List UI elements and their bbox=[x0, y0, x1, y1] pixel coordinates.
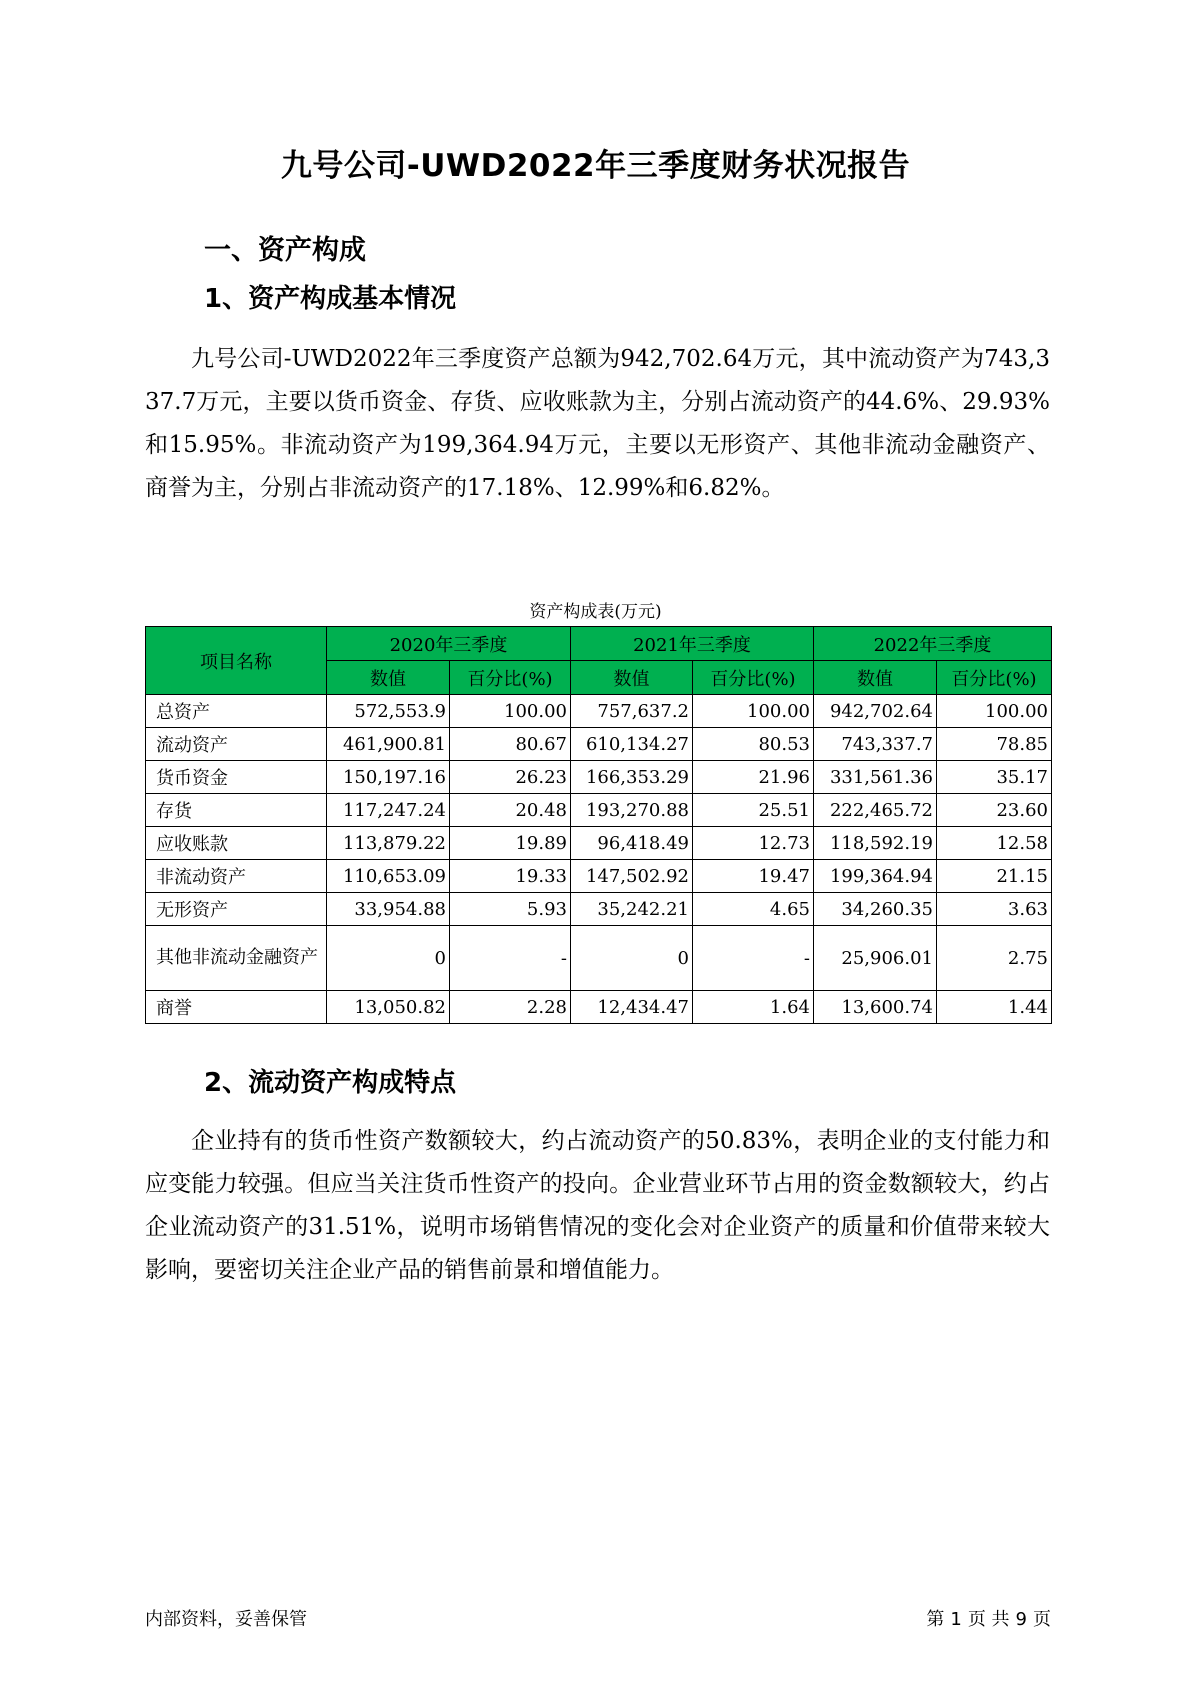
cell-pct-2020: - bbox=[450, 926, 571, 991]
cell-pct-2020: 100.00 bbox=[450, 695, 571, 728]
cell-value-2020: 461,900.81 bbox=[327, 728, 450, 761]
page-title: 九号公司-UWD2022年三季度财务状况报告 bbox=[280, 148, 911, 184]
row-name: 无形资产 bbox=[146, 893, 327, 926]
cell-pct-2020: 19.33 bbox=[450, 860, 571, 893]
table-caption: 资产构成表(万元) bbox=[529, 602, 662, 622]
cell-value-2022: 25,906.01 bbox=[814, 926, 937, 991]
cell-value-2021: 193,270.88 bbox=[571, 794, 693, 827]
table-header-row-periods bbox=[146, 627, 1052, 661]
cell-pct-2020: 2.28 bbox=[450, 991, 571, 1024]
cell-pct-2022: 12.58 bbox=[937, 827, 1052, 860]
cell-value-2021: 0 bbox=[571, 926, 693, 991]
cell-value-2022: 942,702.64 bbox=[814, 695, 937, 728]
cell-value-2022: 222,465.72 bbox=[814, 794, 937, 827]
row-name: 流动资产 bbox=[146, 728, 327, 761]
cell-value-2020: 150,197.16 bbox=[327, 761, 450, 794]
cell-pct-2022: 23.60 bbox=[937, 794, 1052, 827]
paragraph-asset-summary: 九号公司-UWD2022年三季度资产总额为942,702.64万元，其中流动资产为743,337.7万元，主要以货币资金、存货、应收账款为主，分别占流动资产的44.6%、29.93%和15.95%。非流动资产为199,364.94万元，主要以无形资产、其他非流动金融资产、商誉为主，分别占非流动资产的17.18%、12.99%和6.82%。 bbox=[145, 346, 1050, 501]
table-row bbox=[146, 893, 1052, 926]
paragraph-current-assets: 企业持有的货币性资产数额较大，约占流动资产的50.83%，表明企业的支付能力和应变能力较强。但应当关注货币性资产的投向。企业营业环节占用的资金数额较大，约占企业流动资产的31.51%，说明市场销售情况的变化会对企业资产的质量和价值带来较大影响，要密切关注企业产品的销售前景和增值能力。 bbox=[145, 1128, 1050, 1283]
header-period-2020: 2020年三季度 bbox=[327, 627, 571, 661]
table-row bbox=[146, 728, 1052, 761]
section-heading-asset-composition: 一、资产构成 bbox=[204, 235, 366, 266]
footer-page-number bbox=[920, 1605, 1051, 1631]
header-value-2022: 数值 bbox=[814, 661, 937, 695]
cell-pct-2021: 1.64 bbox=[693, 991, 814, 1024]
row-name: 其他非流动金融资产 bbox=[146, 926, 327, 991]
cell-pct-2021: 80.53 bbox=[693, 728, 814, 761]
table-row bbox=[146, 761, 1052, 794]
cell-value-2020: 572,553.9 bbox=[327, 695, 450, 728]
asset-composition-table bbox=[145, 626, 1052, 1024]
cell-value-2022: 331,561.36 bbox=[814, 761, 937, 794]
cell-pct-2020: 5.93 bbox=[450, 893, 571, 926]
header-pct-2021: 百分比(%) bbox=[693, 661, 814, 695]
row-name: 总资产 bbox=[146, 695, 327, 728]
cell-pct-2021: 4.65 bbox=[693, 893, 814, 926]
row-name: 非流动资产 bbox=[146, 860, 327, 893]
cell-pct-2021: 21.96 bbox=[693, 761, 814, 794]
cell-pct-2020: 26.23 bbox=[450, 761, 571, 794]
subsection-heading-current-assets: 2、流动资产构成特点 bbox=[204, 1068, 457, 1098]
cell-pct-2022: 2.75 bbox=[937, 926, 1052, 991]
cell-value-2022: 118,592.19 bbox=[814, 827, 937, 860]
subsection-heading-basic: 1、资产构成基本情况 bbox=[204, 284, 457, 314]
page-current: 1 bbox=[950, 1609, 962, 1630]
row-name: 应收账款 bbox=[146, 827, 327, 860]
row-name: 货币资金 bbox=[146, 761, 327, 794]
table-row bbox=[146, 926, 1052, 991]
cell-pct-2021: 100.00 bbox=[693, 695, 814, 728]
cell-value-2020: 33,954.88 bbox=[327, 893, 450, 926]
table-row bbox=[146, 860, 1052, 893]
cell-pct-2020: 20.48 bbox=[450, 794, 571, 827]
cell-pct-2022: 1.44 bbox=[937, 991, 1052, 1024]
cell-pct-2022: 3.63 bbox=[937, 893, 1052, 926]
table-row bbox=[146, 695, 1052, 728]
cell-value-2022: 13,600.74 bbox=[814, 991, 937, 1024]
footer-confidential-note: 内部资料，妥善保管 bbox=[145, 1609, 307, 1630]
cell-pct-2022: 78.85 bbox=[937, 728, 1052, 761]
header-period-2021: 2021年三季度 bbox=[571, 627, 814, 661]
cell-value-2021: 757,637.2 bbox=[571, 695, 693, 728]
cell-pct-2021: 12.73 bbox=[693, 827, 814, 860]
cell-pct-2020: 80.67 bbox=[450, 728, 571, 761]
cell-value-2020: 117,247.24 bbox=[327, 794, 450, 827]
cell-value-2022: 34,260.35 bbox=[814, 893, 937, 926]
page-mid: 页 共 bbox=[967, 1609, 1010, 1630]
header-pct-2022: 百分比(%) bbox=[937, 661, 1052, 695]
cell-pct-2021: 25.51 bbox=[693, 794, 814, 827]
cell-pct-2021: 19.47 bbox=[693, 860, 814, 893]
cell-value-2020: 110,653.09 bbox=[327, 860, 450, 893]
row-name: 商誉 bbox=[146, 991, 327, 1024]
table-row bbox=[146, 827, 1052, 860]
page-suffix: 页 bbox=[1033, 1609, 1051, 1630]
header-value-2021: 数值 bbox=[571, 661, 693, 695]
cell-value-2022: 743,337.7 bbox=[814, 728, 937, 761]
header-pct-2020: 百分比(%) bbox=[450, 661, 571, 695]
header-value-2020: 数值 bbox=[327, 661, 450, 695]
cell-pct-2021: - bbox=[693, 926, 814, 991]
cell-pct-2022: 35.17 bbox=[937, 761, 1052, 794]
cell-value-2021: 35,242.21 bbox=[571, 893, 693, 926]
cell-value-2020: 0 bbox=[327, 926, 450, 991]
table-row bbox=[146, 991, 1052, 1024]
cell-value-2020: 13,050.82 bbox=[327, 991, 450, 1024]
header-item-name: 项目名称 bbox=[146, 627, 327, 695]
page-total: 9 bbox=[1015, 1609, 1027, 1630]
cell-pct-2020: 19.89 bbox=[450, 827, 571, 860]
cell-value-2021: 166,353.29 bbox=[571, 761, 693, 794]
cell-value-2021: 12,434.47 bbox=[571, 991, 693, 1024]
row-name: 存货 bbox=[146, 794, 327, 827]
cell-value-2021: 96,418.49 bbox=[571, 827, 693, 860]
cell-value-2020: 113,879.22 bbox=[327, 827, 450, 860]
page-prefix: 第 bbox=[926, 1609, 945, 1630]
cell-value-2022: 199,364.94 bbox=[814, 860, 937, 893]
table-row bbox=[146, 794, 1052, 827]
cell-value-2021: 147,502.92 bbox=[571, 860, 693, 893]
cell-value-2021: 610,134.27 bbox=[571, 728, 693, 761]
header-period-2022: 2022年三季度 bbox=[814, 627, 1052, 661]
cell-pct-2022: 21.15 bbox=[937, 860, 1052, 893]
cell-pct-2022: 100.00 bbox=[937, 695, 1052, 728]
